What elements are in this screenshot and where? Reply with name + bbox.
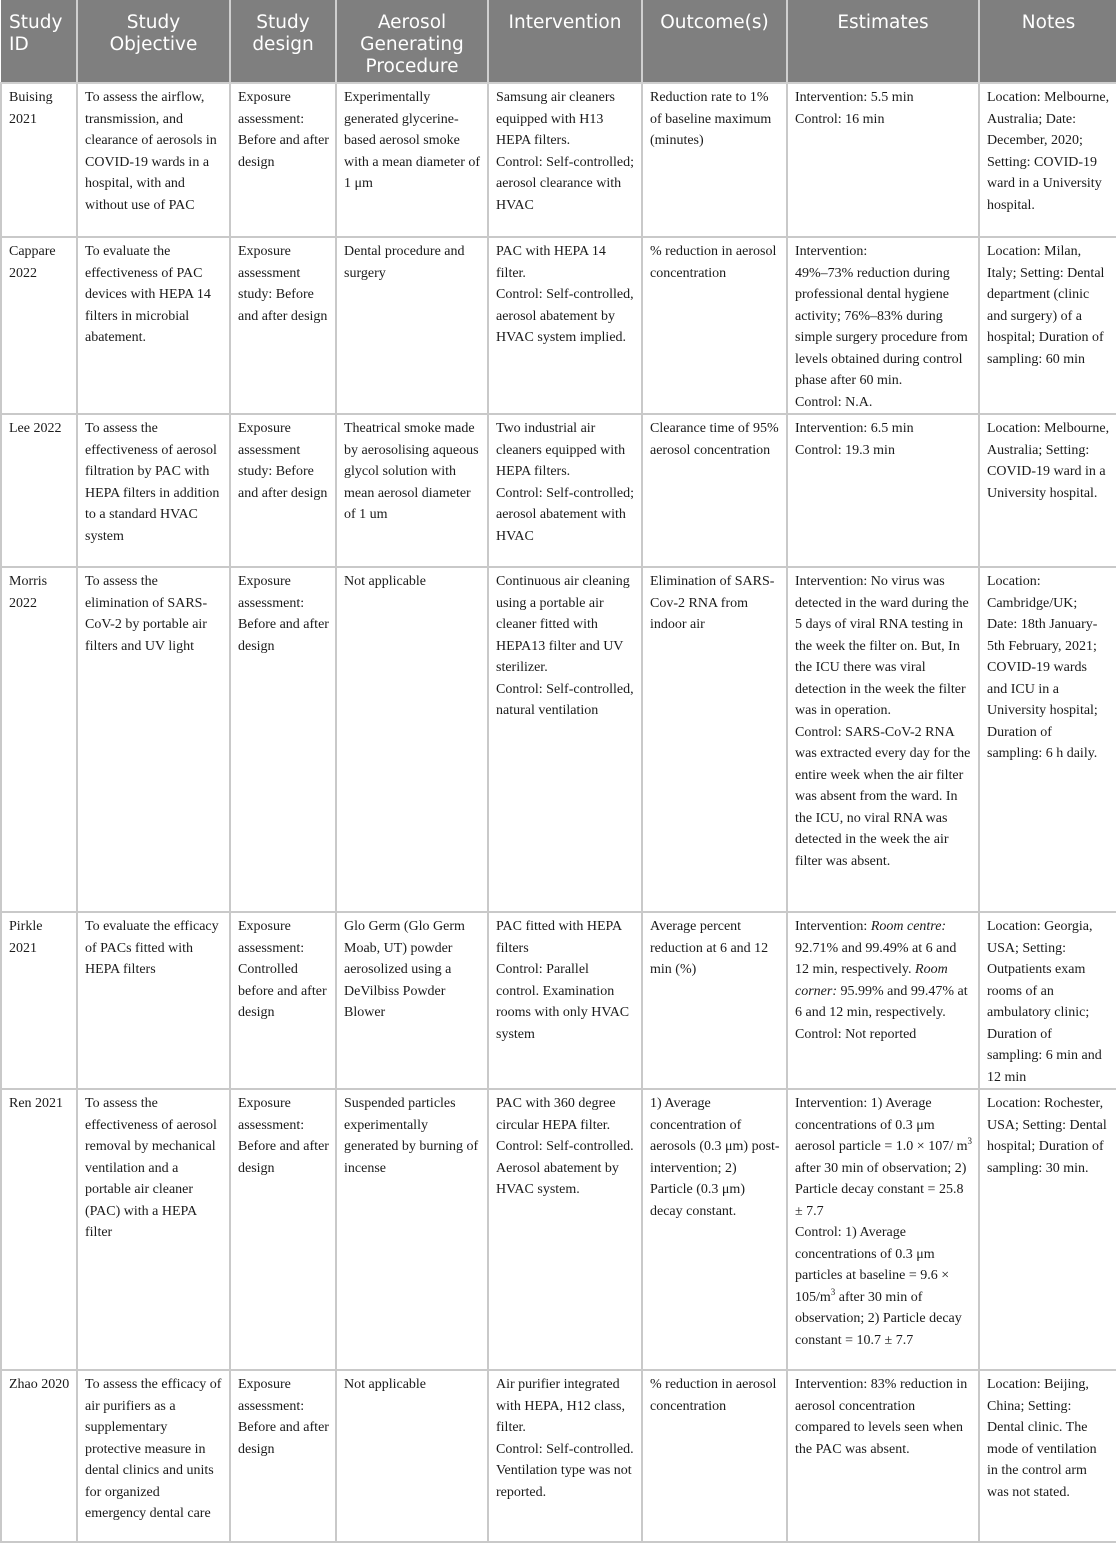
intervention-line: Air purifier integrated with HEPA, H12 class, filter. <box>496 1377 625 1435</box>
cell-intervention <box>488 237 642 414</box>
cell-objective: To assess the elimination of SARS-CoV-2 by portable air filters and UV light <box>77 567 230 912</box>
column-header-estimates: Estimates <box>787 0 979 83</box>
estimate-text: 92.71% and 99.49% at 6 and 12 min, respectively. <box>795 940 957 977</box>
estimate-line: Intervention: 6.5 min <box>795 421 914 436</box>
cell-agp: Theatrical smoke made by aerosolising aqueous glycol solution with mean aerosol diameter of 1 um <box>336 414 488 567</box>
cell-estimates <box>787 567 979 912</box>
estimate-text: after 30 min of observation; 2) Particle decay constant = 25.8 ± 7.7 <box>795 1160 967 1219</box>
estimate-line: Intervention: <box>795 244 868 259</box>
cell-outcome: Average percent reduction at 6 and 12 min (%) <box>642 912 787 1089</box>
control-line: Control: Self-controlled; aerosol clearance with HVAC <box>496 154 635 213</box>
cell-study-id: Buising 2021 <box>1 83 77 237</box>
cell-agp: Dental procedure and surgery <box>336 237 488 414</box>
intervention-line: PAC with 360 degree circular HEPA filter. <box>496 1096 616 1133</box>
estimate-line: Intervention: 5.5 min <box>795 90 914 105</box>
cell-design: Exposure assessment: Controlled before and after design <box>230 912 336 1089</box>
cell-objective: To evaluate the efficacy of PACs fitted with HEPA filters <box>77 912 230 1089</box>
cell-agp: Suspended particles experimentally generated by burning of incense <box>336 1089 488 1370</box>
cell-outcome: % reduction in aerosol concentration <box>642 237 787 414</box>
estimate-line: Control: N.A. <box>795 394 873 410</box>
cell-outcome: Elimination of SARS-Cov-2 RNA from indoor air <box>642 567 787 912</box>
column-header-aerosol-generating-procedure: Aerosol Generating Procedure <box>336 0 488 83</box>
estimate-line: Control: SARS-CoV-2 RNA was extracted every day for the entire week when the air filter was absent from the ward. In the ICU, no viral RNA was detected in the week the air filter was absent. <box>795 724 971 869</box>
cell-design: Exposure assessment study: Before and after design <box>230 237 336 414</box>
table-row <box>1 1089 1116 1370</box>
cell-intervention <box>488 912 642 1089</box>
cell-study-id: Morris 2022 <box>1 567 77 912</box>
cell-study-id: Lee 2022 <box>1 414 77 567</box>
table-row <box>1 414 1116 567</box>
cell-objective: To evaluate the effectiveness of PAC devices with HEPA 14 filters in microbial abatement. <box>77 237 230 414</box>
intervention-line: Samsung air cleaners equipped with H13 HEPA filters. <box>496 90 615 148</box>
estimate-line: Intervention: No virus was detected in the ward during the 5 days of viral RNA testing in the week the filter on. But, In the ICU there was viral detection in the week the filter was in operation. <box>795 574 969 718</box>
cell-design: Exposure assessment: Before and after design <box>230 83 336 237</box>
cell-intervention <box>488 1089 642 1370</box>
estimate-line: Control: 16 min <box>795 111 885 127</box>
control-line: Control: Self-controlled. Aerosol abatement by HVAC system. <box>496 1139 634 1197</box>
control-line: Control: Parallel control. Examination rooms with only HVAC system <box>496 962 630 1042</box>
cell-estimates <box>787 1089 979 1370</box>
table-row <box>1 237 1116 414</box>
intervention-line: PAC with HEPA 14 filter. <box>496 244 606 281</box>
estimate-line <box>795 1093 972 1222</box>
estimate-line: 49%–73% reduction during professional dental hygiene activity; 76%–83% during simple surgery procedure from levels obtained during control phase after 60 min. <box>795 265 968 388</box>
column-header-intervention: Intervention <box>488 0 642 83</box>
cell-outcome: Reduction rate to 1% of baseline maximum (minutes) <box>642 83 787 237</box>
control-line: Control: Self-controlled; aerosol abatement with HVAC <box>496 485 635 544</box>
cell-agp: Glo Germ (Glo Germ Moab, UT) powder aerosolized using a DeVilbiss Powder Blower <box>336 912 488 1089</box>
cell-estimates <box>787 83 979 237</box>
cell-notes: Location: Melbourne, Australia; Date: December, 2020; Setting: COVID-19 ward in a University hospital. <box>979 83 1116 237</box>
cell-study-id: Pirkle 2021 <box>1 912 77 1089</box>
cell-estimates <box>787 912 979 1089</box>
cell-design: Exposure assessment study: Before and after design <box>230 414 336 567</box>
control-line: Control: Self-controlled. Ventilation type was not reported. <box>496 1441 634 1500</box>
cell-design: Exposure assessment: Before and after design <box>230 567 336 912</box>
cell-study-id: Cappare 2022 <box>1 237 77 414</box>
column-header-notes: Notes <box>979 0 1116 83</box>
estimate-text: Control: 1) Average concentrations of 0.3 μm particles at baseline = 9.6 × 105/m <box>795 1225 950 1305</box>
cell-estimates <box>787 237 979 414</box>
estimate-text: 95.99% and 99.47% at 6 and 12 min, respectively. Control: Not reported <box>795 983 968 1042</box>
estimate-text: Intervention: <box>795 919 871 934</box>
cell-objective: To assess the efficacy of air purifiers as a supplementary protective measure in dental clinics and units for organized emergency dental care <box>77 1370 230 1542</box>
cell-notes: Location: Cambridge/UK; Date: 18th January-5th February, 2021; COVID-19 wards and ICU in a University hospital; Duration of sampling: 6 h daily. <box>979 567 1116 912</box>
cell-notes: Location: Milan, Italy; Setting: Dental department (clinic and surgery) of a hospital; Duration of sampling: 60 min <box>979 237 1116 414</box>
cell-study-id: Ren 2021 <box>1 1089 77 1370</box>
cell-intervention <box>488 414 642 567</box>
column-header-study-id: Study ID <box>1 0 77 83</box>
cell-estimates <box>787 1370 979 1542</box>
estimate-line: Intervention: 83% reduction in aerosol concentration compared to levels seen when the PAC was absent. <box>795 1377 968 1457</box>
table-row <box>1 912 1116 1089</box>
intervention-line: PAC fitted with HEPA filters <box>496 919 622 956</box>
cell-objective: To assess the airflow, transmission, and clearance of aerosols in COVID-19 wards in a hospital, with and without use of PAC <box>77 83 230 237</box>
cell-agp: Not applicable <box>336 567 488 912</box>
cell-objective: To assess the effectiveness of aerosol removal by mechanical ventilation and a portable air cleaner (PAC) with a HEPA filter <box>77 1089 230 1370</box>
estimate-text: after 30 min of observation; 2) Particle decay constant = 10.7 ± 7.7 <box>795 1289 962 1348</box>
room-centre-label: Room centre: <box>870 919 947 934</box>
estimate-text: Intervention: 1) Average concentrations of 0.3 μm aerosol particle = 1.0 × 107/ m <box>795 1096 968 1154</box>
cell-outcome: Clearance time of 95% aerosol concentration <box>642 414 787 567</box>
cell-estimates <box>787 414 979 567</box>
table-header-row <box>1 0 1116 83</box>
cell-intervention <box>488 1370 642 1542</box>
room-corner-label: Room corner: <box>795 962 948 999</box>
column-header-outcomes: Outcome(s) <box>642 0 787 83</box>
table-row <box>1 1370 1116 1542</box>
cell-notes: Location: Melbourne, Australia; Setting: COVID-19 ward in a University hospital. <box>979 414 1116 567</box>
cell-notes: Location: Georgia, USA; Setting: Outpatients exam rooms of an ambulatory clinic; Duration of sampling: 6 min and 12 min <box>979 912 1116 1089</box>
cell-design: Exposure assessment: Before and after design <box>230 1370 336 1542</box>
cell-intervention <box>488 83 642 237</box>
estimate-line <box>795 1222 972 1351</box>
control-line: Control: Self-controlled, natural ventilation <box>496 681 634 718</box>
table-row <box>1 83 1116 237</box>
superscript: 3 <box>967 1136 972 1146</box>
table-row <box>1 567 1116 912</box>
cell-agp: Experimentally generated glycerine-based aerosol smoke with a mean diameter of 1 μm <box>336 83 488 237</box>
estimate-line: Control: 19.3 min <box>795 442 895 458</box>
cell-notes: Location: Beijing, China; Setting: Dental clinic. The mode of ventilation in the control arm was not stated. <box>979 1370 1116 1542</box>
column-header-study-objective: Study Objective <box>77 0 230 83</box>
control-line: Control: Self-controlled, aerosol abatement by HVAC system implied. <box>496 287 634 345</box>
superscript: 3 <box>830 1286 836 1297</box>
cell-objective: To assess the effectiveness of aerosol filtration by PAC with HEPA filters in addition to a standard HVAC system <box>77 414 230 567</box>
cell-intervention <box>488 567 642 912</box>
intervention-line: Two industrial air cleaners equipped with HEPA filters. <box>496 421 626 479</box>
cell-outcome: % reduction in aerosol concentration <box>642 1370 787 1542</box>
cell-agp: Not applicable <box>336 1370 488 1542</box>
intervention-line: Continuous air cleaning using a portable air cleaner fitted with HEPA13 filter and UV sterilizer. <box>496 574 630 675</box>
cell-outcome: 1) Average concentration of aerosols (0.3 μm) post-intervention; 2) Particle (0.3 μm) decay constant. <box>642 1089 787 1370</box>
column-header-study-design: Study design <box>230 0 336 83</box>
cell-design: Exposure assessment: Before and after design <box>230 1089 336 1370</box>
cell-study-id: Zhao 2020 <box>1 1370 77 1542</box>
cell-notes: Location: Rochester, USA; Setting: Dental hospital; Duration of sampling: 30 min. <box>979 1089 1116 1370</box>
